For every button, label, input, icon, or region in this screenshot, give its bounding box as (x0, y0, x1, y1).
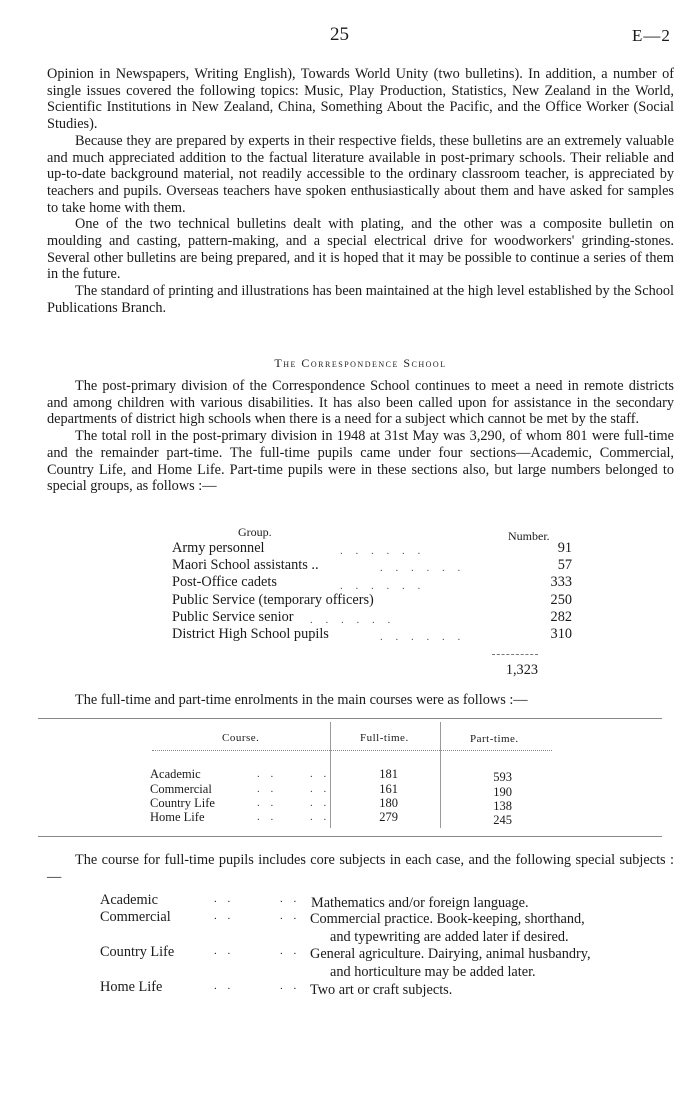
paragraph-technical-bulletins: One of the two technical bulletins dealt with plating, and the other was a composite bulletin on moulding and casting, pattern-making, and a special electrical drive for woodworkers' grinding-stones. Several other bulletins are being prepared, and it is hoped that it may be possible to continue a series of them in the future. (47, 216, 674, 283)
group-label: Army personnel (172, 540, 265, 556)
paragraph-bulletins-value: Because they are prepared by experts in their respective fields, these bulletins are an extremely valuable and much appreciated addition to the factual literature available in post-primary schools. Their reliable and up-to-date background material, not readily accessible to the ordinary classroom teacher, is appreciated by teachers and pupils. Overseas teachers have spoken enthusiastically about them and have asked for samples to take home with them. (47, 132, 674, 216)
leader-dots: . . (310, 768, 331, 780)
column-divider (440, 722, 441, 828)
paragraph-enrolments: The full-time and part-time enrolments in the main courses were as follows :— (75, 692, 528, 708)
leader-dots: . . (280, 893, 301, 905)
leader-dots: . . . . . . (380, 562, 466, 574)
paragraph-total-roll: The total roll in the post-primary division in 1948 at 31st May was 3,290, of whom 801 were full-time and the remainder part-time. The full-time pupils came under four sections—Academic, Commercial, Country Life, and Home Life. Part-time pupils were in these sections also, but large numbers belonged to special groups, as follows :— (47, 428, 674, 495)
table-top-rule (38, 718, 662, 719)
parttime-value: 245 (493, 813, 512, 827)
leader-dots: . . . . . . (310, 614, 396, 626)
course-label: Commercial (150, 782, 212, 796)
parttime-value: 593 (493, 770, 512, 784)
group-value: 310 (550, 625, 572, 642)
paragraph-printing-standard: The standard of printing and illustrations has been maintained at the high level established by the School Publications Branch. (47, 283, 674, 316)
group-value: 333 (550, 574, 572, 591)
group-label: Public Service senior (172, 608, 294, 625)
leader-dots: . . (310, 797, 331, 809)
leader-dots: . . (310, 783, 331, 795)
course-label: Academic (150, 767, 201, 781)
fulltime-value: 161 (379, 782, 398, 796)
correspondence-paragraphs (47, 378, 674, 495)
group-total: 1,323 (505, 662, 538, 678)
group-label: Maori School assistants .. (172, 557, 319, 574)
leader-dots: . . . . . . (340, 580, 426, 592)
intro-paragraphs (47, 66, 674, 317)
leader-dots: . . (214, 893, 235, 905)
leader-dots: . . (214, 945, 235, 957)
course-column-header: Course. (222, 732, 260, 744)
group-value: 250 (550, 591, 572, 608)
leader-dots: . . (214, 910, 235, 922)
group-value: 91 (557, 540, 572, 556)
group-value: 57 (557, 557, 572, 574)
course-label: Country Life (150, 796, 215, 810)
subject-description: Commercial practice. Book-keeping, shorthand, (310, 911, 585, 927)
paragraph-correspondence-intro: The post-primary division of the Correspondence School continues to meet a need in remote districts and among children with various disabilities. It has also been called upon for assistance in the secondary departments of district high schools when there is a need for a subject which cannot be met by the staff. (47, 378, 674, 428)
table-bottom-rule (38, 836, 662, 837)
subject-description-continued: and typewriting are added later if desired. (330, 929, 569, 945)
subject-description-continued: and horticulture may be added later. (330, 964, 536, 980)
course-label: Home Life (150, 810, 205, 824)
table-row (172, 626, 572, 643)
subject-course: Country Life (100, 944, 175, 960)
paragraph-bulletins-topics: Opinion in Newspapers, Writing English), Towards World Unity (two bulletins). In addition, a number of single issues covered the following topics: Music, Play Production, Statistics, New Zealand in the World, Scientific Institutions in New Zealand, China, Something About the Pacific, and the Office Worker (Social Studies). (47, 66, 674, 133)
fulltime-value: 279 (379, 810, 398, 824)
leader-dots: . . (257, 783, 278, 795)
leader-dots: . . (280, 945, 301, 957)
section-code: E—2 (632, 26, 671, 45)
fulltime-value: 180 (379, 796, 398, 810)
leader-dots: . . (280, 980, 301, 992)
group-label: Post-Office cadets (172, 574, 277, 591)
parttime-value: 190 (493, 785, 512, 799)
leader-dots: . . (280, 910, 301, 922)
table-row (172, 592, 572, 609)
parttime-column-header: Part-time. (470, 733, 519, 745)
page-number: 25 (330, 24, 349, 45)
paragraph-special-subjects-intro (47, 852, 674, 885)
group-label: District High School pupils (172, 625, 329, 642)
leader-dots: . . (214, 980, 235, 992)
leader-dots: . . (310, 811, 331, 823)
fulltime-value: 181 (379, 767, 398, 781)
leader-dots: . . (257, 768, 278, 780)
subject-course: Home Life (100, 979, 163, 995)
number-column-header: Number. (508, 529, 550, 543)
subject-course: Commercial (100, 909, 171, 925)
leader-dots: . . (257, 797, 278, 809)
parttime-value: 138 (493, 799, 512, 813)
leader-dots: . . . . . . (340, 545, 426, 557)
group-label: Public Service (temporary officers) (172, 591, 374, 608)
group-value: 282 (550, 608, 572, 625)
leader-dots: . . . . . . (380, 631, 466, 643)
subject-description: Two art or craft subjects. (310, 982, 453, 998)
paragraph-special-subjects: The course for full-time pupils includes core subjects in each case, and the following special subjects :— (47, 852, 674, 885)
fulltime-column-header: Full-time. (360, 732, 409, 744)
table-row (172, 557, 572, 574)
subject-description: Mathematics and/or foreign language. (311, 895, 529, 911)
leader-dots: . . (257, 811, 278, 823)
header-rule (152, 750, 552, 751)
total-rule (492, 654, 538, 655)
group-column-header: Group. (238, 525, 272, 539)
paragraph-enrolments-intro (47, 692, 674, 709)
section-heading: The Correspondence School (274, 356, 447, 370)
subject-description: General agriculture. Dairying, animal husbandry, (310, 946, 591, 962)
subject-course: Academic (100, 892, 158, 908)
